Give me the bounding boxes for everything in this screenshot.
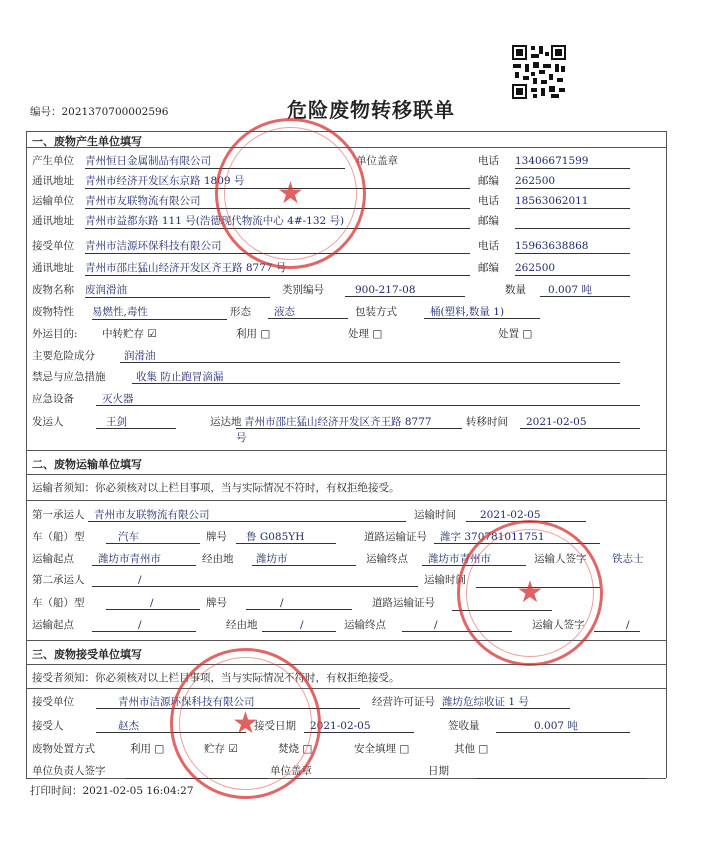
- carrier-label: 运输单位: [32, 195, 74, 207]
- component-value: 润滑油: [120, 350, 620, 363]
- transporter-sign-label: 运输人签字: [534, 553, 587, 565]
- receiver-person-label: 接受人: [32, 720, 64, 732]
- rule: [26, 664, 666, 665]
- transport-time-2-label: 运输时间: [424, 574, 466, 586]
- receiver-value: 青州市洁源环保科技有限公司: [85, 240, 470, 254]
- receiver-notice: 接受者须知：你必须核对以上栏目事项，当与实际情况不符时，有权拒绝接受。: [32, 672, 400, 684]
- rule: [26, 500, 666, 501]
- destination-label: 运达地: [210, 416, 242, 428]
- rule: [26, 688, 666, 689]
- purpose-treat-checkbox[interactable]: 处理 □: [348, 328, 383, 340]
- carrier-address-value: 青州市益都东路 111 号(浩德现代物流中心 4#-132 号): [85, 215, 470, 229]
- producer-zip-value: 262500: [515, 175, 630, 189]
- method-other-checkbox[interactable]: 其他 □: [454, 743, 489, 755]
- method-store-checkbox[interactable]: 贮存 ☑: [204, 743, 238, 755]
- carrier-zip-value: [515, 215, 630, 229]
- property-value: 易燃性,毒性: [92, 306, 227, 320]
- receiver-label: 接受单位: [32, 240, 74, 252]
- section-1-heading: 一、废物产生单位填写: [32, 135, 142, 148]
- producer-zip-label: 邮编: [478, 175, 499, 187]
- waste-name-label: 废物名称: [32, 284, 74, 296]
- end-point-2-value: /: [402, 619, 512, 632]
- package-value: 桶(塑料,数量 1): [424, 306, 540, 319]
- second-carrier-value: /: [92, 574, 418, 587]
- shipper-value: 王剑: [96, 416, 176, 429]
- road-permit-label: 道路运输证号: [364, 531, 427, 543]
- table-left-border: [26, 131, 27, 778]
- rule: [26, 450, 666, 451]
- carrier-value: 青州市友联物流有限公司: [85, 195, 470, 209]
- rule: [26, 474, 666, 475]
- received-amount-label: 签收量: [448, 720, 480, 732]
- section-3-heading: 三、废物接受单位填写: [32, 648, 142, 661]
- vehicle-type-2-value: /: [106, 597, 200, 610]
- receive-date-value: 2021-02-05: [304, 720, 414, 733]
- transporter-sign-2-value: /: [594, 619, 640, 632]
- receiver-address-label: 通讯地址: [32, 262, 74, 274]
- form-value: 液态: [268, 306, 348, 319]
- category-value: 900-217-08: [345, 284, 465, 297]
- receiver-phone-label: 电话: [478, 240, 499, 252]
- license-label: 经营许可证号: [372, 696, 435, 708]
- method-landfill-checkbox[interactable]: 安全填埋 □: [354, 743, 410, 755]
- taboo-label: 禁忌与应急措施: [32, 371, 106, 383]
- start-point-label: 运输起点: [32, 553, 74, 565]
- carrier-address-label: 通讯地址: [32, 215, 74, 227]
- producer-label: 产生单位: [32, 155, 74, 167]
- producer-seal-label: 单位盖章: [356, 155, 398, 167]
- date-value: [476, 765, 646, 779]
- plate-value: 鲁 G085YH: [236, 531, 336, 544]
- transfer-time-value: 2021-02-05: [520, 416, 640, 429]
- transporter-sign-2-label: 运输人签字: [532, 619, 585, 631]
- producer-phone-label: 电话: [478, 155, 499, 167]
- via-2-value: /: [262, 619, 336, 632]
- purpose-transfer-checkbox[interactable]: 中转贮存 ☑: [102, 328, 157, 340]
- receiving-unit-label: 接受单位: [32, 696, 74, 708]
- producer-company-seal: ★: [215, 118, 366, 269]
- page-title: 危险废物转移联单: [287, 98, 455, 122]
- end-point-value: 潍坊市青州市: [422, 553, 526, 566]
- transport-time-label: 运输时间: [414, 509, 456, 521]
- plate-2-value: /: [246, 597, 352, 610]
- unit-head-sign-label: 单位负责人签字: [32, 765, 106, 777]
- section-2-heading: 二、废物运输单位填写: [32, 458, 142, 471]
- plate-label: 牌号: [206, 531, 227, 543]
- table-right-border: [666, 131, 667, 778]
- waste-name-value: 废润滑油: [85, 284, 270, 298]
- purpose-label: 外运目的:: [32, 328, 78, 340]
- carrier-phone-label: 电话: [478, 195, 499, 207]
- end-point-2-label: 运输终点: [344, 619, 386, 631]
- producer-phone-value: 13406671599: [515, 155, 630, 169]
- vehicle-type-label: 车（船）型: [32, 531, 85, 543]
- property-label: 废物特性: [32, 306, 74, 318]
- receiver-company-seal: ★: [170, 648, 321, 799]
- via-value: 潍坊市: [252, 553, 356, 566]
- print-time: 打印时间：2021-02-05 16:04:27: [30, 785, 194, 797]
- end-point-label: 运输终点: [366, 553, 408, 565]
- date-label: 日期: [428, 765, 449, 777]
- receiver-address-value: 青州市邵庄猛山经济开发区齐王路 8777 号: [85, 262, 470, 276]
- package-label: 包装方式: [355, 306, 397, 318]
- start-point-2-label: 运输起点: [32, 619, 74, 631]
- vehicle-type-value: 汽车: [106, 531, 200, 544]
- start-point-2-value: /: [92, 619, 196, 632]
- destination-value-continued: 号: [236, 432, 247, 444]
- receiver-phone-value: 15963638868: [515, 240, 630, 254]
- receiver-person-value: 赵杰: [96, 720, 246, 733]
- receiver-zip-label: 邮编: [478, 262, 499, 274]
- start-point-value: 潍坊市青州市: [92, 553, 196, 566]
- license-value: 潍坊危综收证 1 号: [440, 696, 570, 709]
- method-use-checkbox[interactable]: 利用 □: [130, 743, 165, 755]
- road-permit-2-label: 道路运输证号: [372, 597, 435, 609]
- receiver-seal-label: 单位盖章: [270, 765, 312, 777]
- destination-value: 青州市邵庄猛山经济开发区齐王路 8777: [236, 416, 462, 429]
- first-carrier-value: 青州市友联物流有限公司: [88, 509, 406, 522]
- via-label: 经由地: [202, 553, 234, 565]
- received-amount-value: 0.007 吨: [496, 720, 630, 733]
- equipment-value: 灭火器: [96, 393, 640, 406]
- transporter-sign-value: 铁志士: [612, 553, 644, 565]
- equipment-label: 应急设备: [32, 393, 74, 405]
- category-label: 类别编号: [282, 284, 324, 296]
- disposal-method-label: 废物处置方式: [32, 743, 95, 755]
- quantity-value: 0.007 吨: [540, 284, 630, 297]
- producer-address-label: 通讯地址: [32, 175, 74, 187]
- purpose-dispose-checkbox[interactable]: 处置 □: [498, 328, 533, 340]
- carrier-notice: 运输者须知：你必须核对以上栏目事项，当与实际情况不符时，有权拒绝接受。: [32, 482, 400, 494]
- shipper-label: 发运人: [32, 416, 64, 428]
- plate-2-label: 牌号: [206, 597, 227, 609]
- method-burn-checkbox[interactable]: 焚烧 □: [278, 743, 313, 755]
- producer-address-value: 青州市经济开发区东京路 1809 号: [85, 175, 470, 189]
- producer-value: 青州恒日金属制品有限公司: [85, 155, 345, 169]
- vehicle-type-2-label: 车（船）型: [32, 597, 85, 609]
- rule: [26, 131, 666, 132]
- transfer-time-label: 转移时间: [466, 416, 508, 428]
- serial-number: 编号：2021370700002596: [30, 106, 169, 118]
- qr-code: [511, 44, 567, 100]
- component-label: 主要危险成分: [32, 350, 95, 362]
- receive-date-label: 接受日期: [254, 720, 296, 732]
- second-carrier-label: 第二承运人: [32, 574, 85, 586]
- transport-time-value: 2021-02-05: [466, 509, 586, 522]
- purpose-use-checkbox[interactable]: 利用 □: [236, 328, 271, 340]
- via-2-label: 经由地: [226, 619, 258, 631]
- first-carrier-label: 第一承运人: [32, 509, 85, 521]
- carrier-company-seal: ★: [457, 520, 603, 666]
- carrier-zip-label: 邮编: [478, 215, 499, 227]
- receiver-zip-value: 262500: [515, 262, 630, 276]
- form-label: 形态: [230, 306, 251, 318]
- taboo-value: 收集 防止跑冒滴漏: [132, 371, 620, 384]
- quantity-label: 数量: [505, 284, 526, 296]
- road-permit-value: 潍字 370781011751: [434, 531, 600, 544]
- carrier-phone-value: 18563062011: [515, 195, 630, 209]
- receiving-unit-value: 青州市洁源环保科技有限公司: [96, 696, 360, 709]
